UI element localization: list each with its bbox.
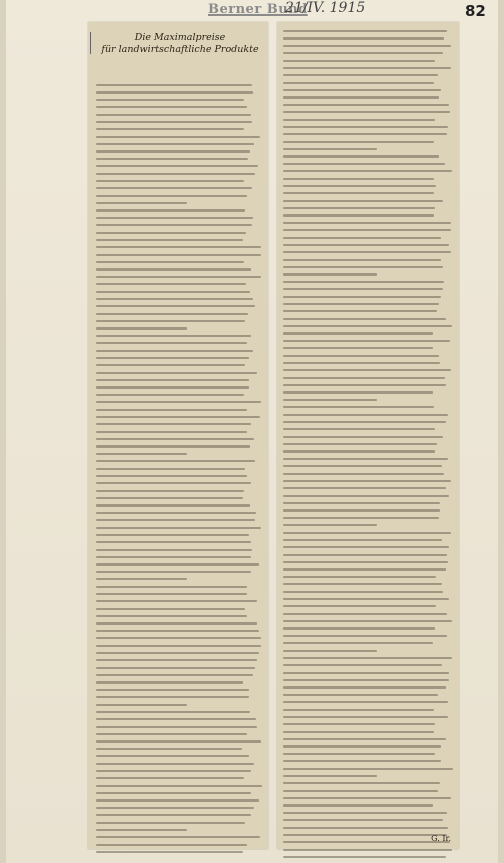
text-line (96, 342, 247, 344)
text-line (283, 37, 444, 39)
text-line (96, 630, 259, 632)
text-line (96, 733, 247, 735)
text-line (283, 760, 441, 762)
text-line (96, 431, 247, 433)
text-line (283, 310, 437, 312)
text-line (283, 679, 449, 681)
text-line (96, 239, 243, 241)
text-line (96, 460, 255, 462)
text-line (283, 126, 448, 128)
text-line (283, 192, 434, 194)
text-line (96, 150, 250, 152)
text-line (283, 30, 447, 32)
text-line (283, 377, 445, 379)
text-line (96, 490, 244, 492)
text-line (96, 445, 250, 447)
text-line (96, 836, 260, 838)
text-line (96, 652, 259, 654)
text-line (96, 571, 251, 573)
text-line (283, 67, 451, 69)
text-line (283, 745, 441, 747)
text-line (283, 709, 434, 711)
text-line (96, 91, 253, 93)
text-line (283, 170, 452, 172)
text-line (283, 60, 435, 62)
text-line (96, 681, 243, 683)
text-line (283, 576, 436, 578)
text-line (96, 350, 253, 352)
text-line (283, 296, 441, 298)
text-line (96, 482, 251, 484)
text-line (96, 254, 261, 256)
text-line (96, 283, 246, 285)
text-line (283, 163, 445, 165)
text-line (96, 187, 252, 189)
text-line (283, 89, 441, 91)
text-line (283, 738, 446, 740)
text-line (283, 406, 434, 408)
text-line (283, 244, 449, 246)
text-line (96, 608, 245, 610)
pencil-margin-mark (90, 32, 91, 54)
text-line (283, 568, 446, 570)
text-line (96, 379, 249, 381)
sheet-right-edge (498, 0, 504, 863)
text-line (283, 775, 377, 777)
text-line (96, 468, 245, 470)
text-line (96, 106, 247, 108)
text-line (283, 686, 446, 688)
text-line (96, 763, 254, 765)
text-line (96, 519, 255, 521)
text-line (96, 136, 260, 138)
text-line (96, 549, 252, 551)
text-line (96, 711, 250, 713)
text-line (96, 158, 248, 160)
text-line (283, 214, 434, 216)
text-line (96, 209, 245, 211)
text-line (283, 178, 434, 180)
text-line (96, 143, 254, 145)
text-line (283, 391, 433, 393)
text-line (283, 325, 452, 327)
text-line (283, 369, 451, 371)
text-line (96, 320, 245, 322)
text-line (96, 497, 243, 499)
text-line (96, 305, 255, 307)
text-line (96, 504, 250, 506)
text-line (283, 332, 433, 334)
text-line (283, 583, 442, 585)
text-line (96, 372, 257, 374)
text-line (283, 74, 438, 76)
text-line (283, 517, 439, 519)
text-line (283, 45, 451, 47)
article-title-line-2: für landwirtschaftliche Produkte (101, 44, 259, 55)
text-line (96, 586, 247, 588)
text-line (283, 281, 444, 283)
text-line (96, 475, 247, 477)
text-line (96, 313, 248, 315)
text-line (96, 416, 260, 418)
text-line (96, 217, 253, 219)
text-line (96, 792, 251, 794)
text-line (96, 195, 247, 197)
text-line (96, 785, 262, 787)
text-line (96, 276, 261, 278)
sheet-left-edge (0, 0, 6, 863)
text-line (283, 664, 442, 666)
text-line (283, 591, 443, 593)
text-line (96, 246, 261, 248)
text-line (96, 600, 257, 602)
text-line (96, 822, 245, 824)
text-line (96, 99, 244, 101)
text-line (96, 165, 258, 167)
text-line (96, 268, 251, 270)
text-line (283, 797, 451, 799)
text-line (283, 259, 441, 261)
text-line (283, 155, 439, 157)
text-line (96, 674, 253, 676)
text-line (283, 509, 440, 511)
text-line (283, 288, 443, 290)
text-line (283, 111, 450, 113)
text-line (283, 207, 435, 209)
text-line (96, 541, 251, 543)
right-column-body (283, 30, 453, 863)
text-line (96, 357, 249, 359)
text-line (96, 423, 251, 425)
text-line (96, 128, 244, 130)
text-line (96, 593, 247, 595)
text-line (96, 622, 257, 624)
text-line (283, 812, 447, 814)
text-line (283, 340, 450, 342)
text-line (283, 694, 438, 696)
text-line (283, 414, 448, 416)
text-line (96, 438, 254, 440)
text-line (96, 645, 261, 647)
text-line (96, 851, 243, 853)
text-line (283, 148, 377, 150)
newspaper-source-stamp: Berner Bund (208, 2, 308, 17)
text-line (283, 539, 442, 541)
text-line (283, 303, 439, 305)
text-line (283, 849, 452, 851)
text-line (96, 740, 261, 742)
text-line (283, 768, 453, 770)
text-line (96, 364, 245, 366)
text-line (96, 224, 252, 226)
text-line (96, 615, 247, 617)
text-line (283, 266, 443, 268)
text-line (283, 384, 446, 386)
left-column-body (96, 84, 262, 858)
text-line (96, 563, 259, 565)
handwritten-date: 21/IV. 1915 (285, 0, 366, 16)
text-line (283, 731, 434, 733)
article-title-line-1: Die Maximalpreise (134, 32, 226, 43)
text-line (283, 546, 449, 548)
text-line (96, 578, 187, 580)
text-line (283, 222, 451, 224)
text-line (96, 807, 254, 809)
text-line (283, 200, 443, 202)
text-line (96, 386, 249, 388)
text-line (96, 173, 255, 175)
text-line (283, 421, 446, 423)
text-line (283, 450, 435, 452)
text-line (96, 335, 251, 337)
text-line (283, 620, 452, 622)
text-line (283, 133, 447, 135)
text-line (283, 237, 441, 239)
text-line (96, 814, 251, 816)
text-line (283, 443, 437, 445)
text-line (96, 689, 249, 691)
text-line (96, 202, 187, 204)
article-title (96, 32, 264, 56)
text-line (96, 556, 251, 558)
text-line (283, 52, 443, 54)
text-line (283, 487, 446, 489)
text-line (283, 627, 435, 629)
text-line (96, 718, 256, 720)
text-line (96, 534, 249, 536)
text-line (283, 650, 377, 652)
text-line (283, 185, 436, 187)
text-line (96, 394, 244, 396)
text-line (96, 667, 255, 669)
text-line (283, 104, 449, 106)
text-line (283, 790, 438, 792)
text-line (283, 613, 447, 615)
text-line (283, 436, 443, 438)
text-line (283, 827, 448, 829)
text-line (283, 804, 433, 806)
text-line (283, 524, 377, 526)
text-line (283, 141, 434, 143)
text-line (96, 704, 187, 706)
text-line (96, 777, 244, 779)
text-line (283, 561, 448, 563)
text-line (96, 327, 187, 329)
text-line (96, 829, 187, 831)
text-line (283, 723, 435, 725)
text-line (96, 748, 242, 750)
text-line (96, 121, 252, 123)
text-line (283, 458, 448, 460)
text-line (96, 696, 249, 698)
text-line (283, 229, 451, 231)
page-number: 82 (465, 2, 486, 20)
text-line (96, 637, 261, 639)
text-line (96, 114, 251, 116)
text-line (283, 465, 442, 467)
text-line (283, 428, 435, 430)
text-line (96, 84, 252, 86)
text-line (283, 399, 377, 401)
text-line (96, 180, 244, 182)
text-line (283, 480, 451, 482)
text-line (283, 819, 443, 821)
text-line (283, 119, 435, 121)
text-line (96, 755, 249, 757)
text-line (283, 554, 447, 556)
text-line (283, 672, 449, 674)
text-line (283, 355, 439, 357)
text-line (283, 716, 448, 718)
text-line (96, 799, 259, 801)
text-line (96, 527, 261, 529)
text-line (96, 291, 250, 293)
text-line (96, 844, 247, 846)
text-line (283, 753, 435, 755)
text-line (283, 782, 440, 784)
text-line (283, 642, 433, 644)
text-line (96, 401, 261, 403)
text-line (283, 841, 450, 843)
text-line (283, 473, 444, 475)
text-line (283, 273, 377, 275)
text-line (283, 834, 447, 836)
text-line (96, 453, 187, 455)
text-line (283, 635, 447, 637)
text-line (96, 770, 251, 772)
text-line (283, 251, 451, 253)
text-line (283, 347, 433, 349)
text-line (283, 856, 446, 858)
text-line (283, 318, 446, 320)
text-line (96, 261, 244, 263)
text-line (96, 659, 257, 661)
text-line (283, 701, 448, 703)
text-line (283, 502, 440, 504)
text-line (96, 298, 253, 300)
text-line (283, 495, 449, 497)
author-signature: G. Ir. (431, 834, 451, 843)
text-line (283, 532, 451, 534)
text-line (283, 362, 440, 364)
text-line (96, 726, 257, 728)
text-line (283, 598, 449, 600)
text-line (96, 232, 246, 234)
text-line (96, 512, 256, 514)
text-line (283, 605, 436, 607)
text-line (96, 409, 247, 411)
text-line (283, 82, 434, 84)
clipping-column-left (88, 22, 268, 849)
text-line (283, 657, 452, 659)
text-line (283, 96, 439, 98)
clipping-column-right (277, 22, 459, 849)
